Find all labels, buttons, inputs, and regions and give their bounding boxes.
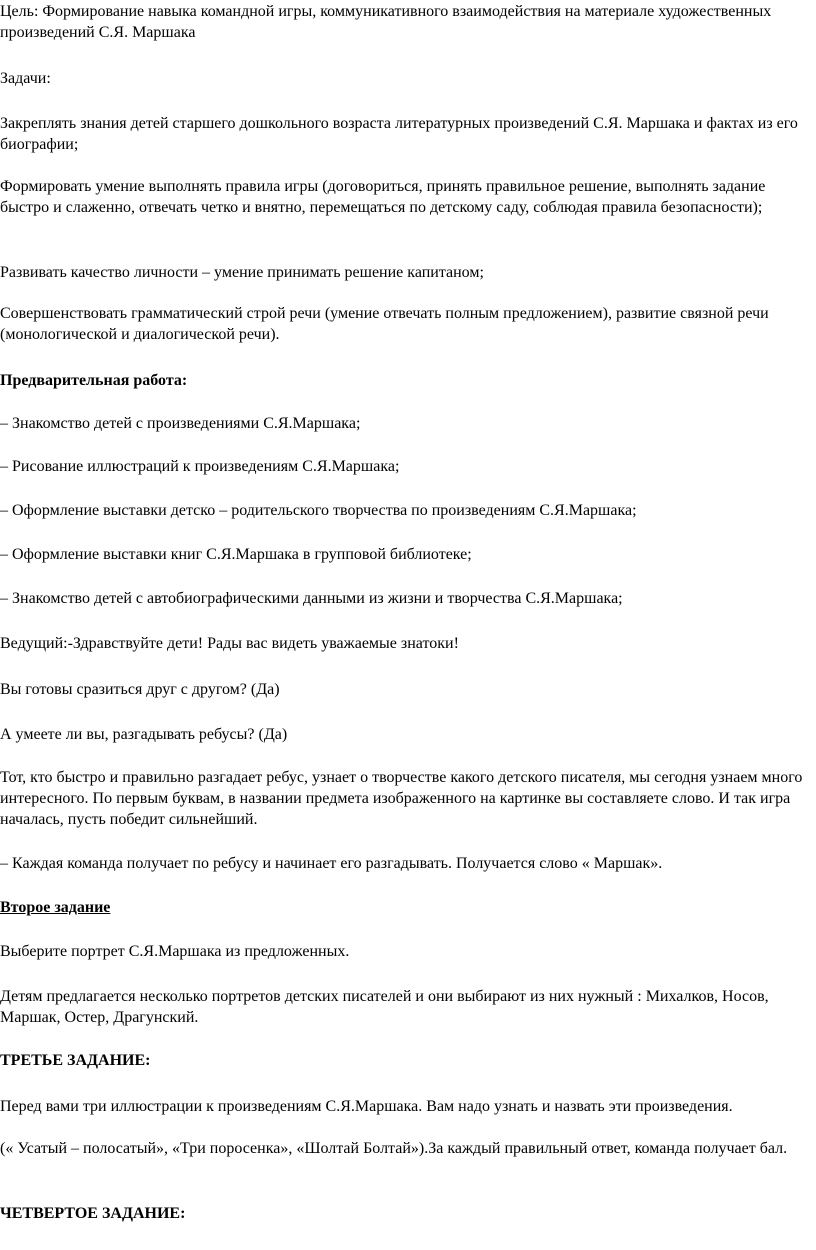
prep-heading: Предварительная работа: [0,372,188,389]
third-task-answers: (« Усатый – полосатый», «Три поросенка», «Шолтай Болтай»).За каждый правильный ответ, команда получает бал. [0,1140,788,1157]
rebus-intro-paragraph: Тот, кто быстро и правильно разгадает ребус, узнает о творчестве какого детского писателя, мы сегодня узнаем много интересного. По первым буквам, в названии предмета изображенного на картинке вы составляете слово. И так игра началась, пусть победит сильнейший. [0,769,803,828]
rebus-task-paragraph: – Каждая команда получает по ребусу и начинает его разгадывать. Получается слово « Маршак». [0,855,663,872]
tasks-heading: Задачи: [0,70,51,87]
task-2-paragraph: Формировать умение выполнять правила игры (договориться, принять правильное решение, выполнять задание быстро и слаженно, отвечать четко и внятно, перемещаться по детскому саду, соблюдая правила безопасности); [0,178,766,216]
second-task-text: Выберите портрет С.Я.Маршака из предложенных. [0,943,350,960]
question-rebus: А умеете ли вы, разгадывать ребусы? (Да) [0,726,288,743]
task-1-paragraph: Закреплять знания детей старшего дошкольного возраста литературных произведений С.Я. Маршака и фактах из его биографии; [0,115,798,153]
fourth-task-heading: ЧЕТВЕРТОЕ ЗАДАНИЕ: [0,1205,186,1222]
task-3-paragraph: Развивать качество личности – умение принимать решение капитаном; [0,264,484,281]
second-task-detail: Детям предлагается несколько портретов детских писателей и они выбирают из них нужный : Михалков, Носов, Маршак, Остер, Драгунский. [0,988,769,1026]
question-ready: Вы готовы сразиться друг с другом? (Да) [0,681,280,698]
prep-item-3: – Оформление выставки детско – родительского творчества по произведениям С.Я.Маршака; [0,502,637,519]
prep-item-2: – Рисование иллюстраций к произведениям С.Я.Маршака; [0,458,400,475]
prep-item-5: – Знакомство детей с автобиографическими данными из жизни и творчества С.Я.Маршака; [0,590,623,607]
goal-paragraph: Цель: Формирование навыка командной игры, коммуникативного взаимодействия на материале художественных произведений С.Я. Маршака [0,3,772,41]
third-task-heading: ТРЕТЬЕ ЗАДАНИЕ: [0,1052,151,1069]
prep-item-4: – Оформление выставки книг С.Я.Маршака в групповой библиотеке; [0,546,472,563]
prep-item-1: – Знакомство детей с произведениями С.Я.Маршака; [0,415,361,432]
task-4-paragraph: Совершенствовать грамматический строй речи (умение отвечать полным предложением), развитие связной речи (монологической и диалогической речи). [0,305,769,343]
second-task-heading: Второе задание [0,899,111,916]
third-task-text: Перед вами три иллюстрации к произведениям С.Я.Маршака. Вам надо узнать и назвать эти произведения. [0,1098,733,1115]
host-greeting: Ведущий:-Здравствуйте дети! Рады вас видеть уважаемые знатоки! [0,635,459,652]
